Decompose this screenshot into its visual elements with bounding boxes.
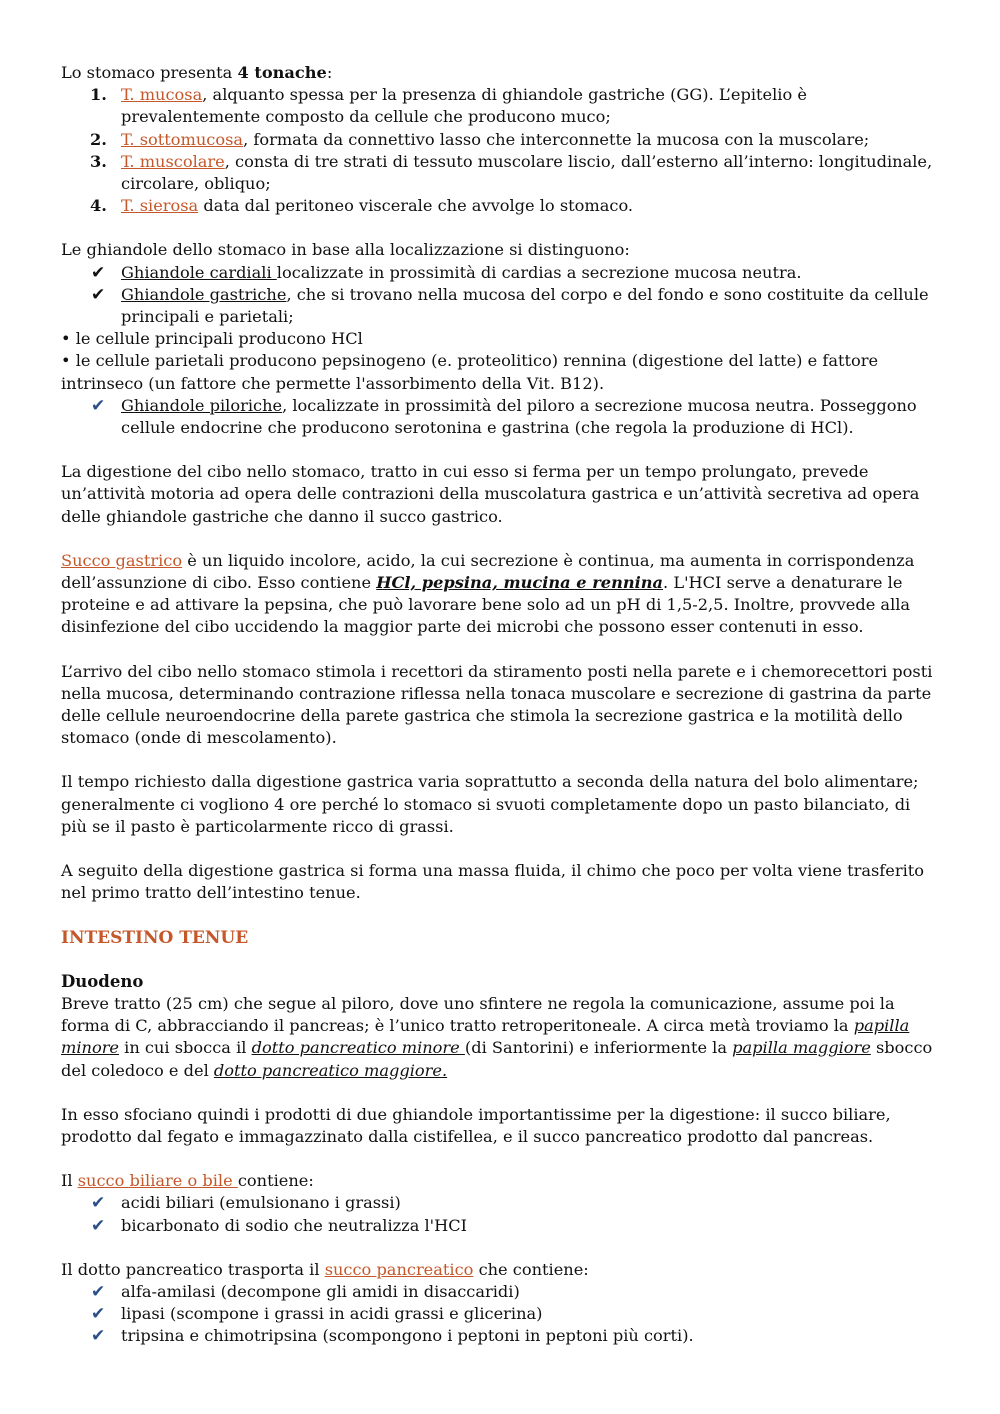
check-icon: ✔ [91, 1193, 106, 1214]
succo-gastrico-components: HCl, pepsina, mucina e rennina [376, 573, 664, 593]
ghiandole-text: , localizzate in prossimità del piloro a secrezione mucosa neutra. Posseggono cellule endocrine che producono serotonina e gastrina (che regola la produzione di HCl). [121, 395, 917, 438]
list-item-text: acidi biliari (emulsionano i grassi) [121, 1193, 401, 1213]
pancreatico-intro [61, 1259, 941, 1281]
bile-pre: Il [61, 1171, 78, 1191]
tonaca-item [61, 195, 941, 217]
bile-post: contiene: [237, 1171, 314, 1191]
subsection-title: Duodeno [61, 971, 144, 991]
paragraph-digestione: La digestione del cibo nello stomaco, tratto in cui esso si ferma per un tempo prolungato, prevede un’attività motoria ad opera delle contrazioni della muscolatura gastrica e un’attività secretiva ad opera delle ghiandole gastriche che danno il succo gastrico. [61, 462, 920, 526]
tonaca-link[interactable]: T. sierosa [121, 196, 199, 216]
ghiandole-title: Ghiandole gastriche [121, 284, 287, 304]
list-item [61, 1281, 941, 1303]
bile-intro [61, 1170, 941, 1192]
check-icon: ✔ [91, 1281, 106, 1302]
tonaca-link[interactable]: T. mucosa [121, 85, 203, 105]
check-icon: ✔ [91, 395, 106, 416]
tonache-intro-colon: : [326, 63, 333, 82]
list-item-text: alfa-amilasi (decompone gli amidi in disaccaridi) [121, 1281, 520, 1301]
list-item-text: tripsina e chimotripsina (scompongono i peptoni in peptoni più corti). [121, 1326, 694, 1346]
ghiandole-list-2 [61, 395, 941, 439]
list-item-text: lipasi (scompone i grassi in acidi grassi e glicerina) [121, 1304, 543, 1324]
list-item [61, 1303, 941, 1325]
list-number: 2. [90, 129, 107, 149]
list-item [61, 1192, 941, 1214]
bullet-cellule-principali: • le cellule principali producono HCl [61, 329, 363, 349]
tonache-intro-bold: 4 tonache [237, 63, 327, 82]
tonaca-text: , consta di tre strati di tessuto muscolare liscio, dall’esterno all’interno: longitudinale, circolare, obliquo; [121, 151, 933, 194]
succo-gastrico-text: è un liquido incolore, acido, la cui secrezione è continua, ma aumenta in corrispondenza dell’assunzione di cibo. Esso contiene [61, 550, 915, 593]
tonaca-text: , formata da connettivo lasso che interconnette la mucosa con la muscolare; [243, 129, 870, 149]
duodeno-text: in cui sbocca il [119, 1038, 252, 1058]
list-item [61, 1325, 941, 1347]
pancreatico-pre: Il dotto pancreatico trasporta il [61, 1259, 325, 1279]
ghiandole-text: , che si trovano nella mucosa del corpo e del fondo e sono costituite da cellule principali e parietali; [121, 284, 929, 327]
paragraph-sfociano: In esso sfociano quindi i prodotti di due ghiandole importantissime per la digestione: il succo biliare, prodotto dal fegato e immagazzinato dalla cistifellea, e il succo pancreatico prodotto dal pancreas. [61, 1104, 891, 1146]
tonaca-link[interactable]: T. sottomucosa [121, 129, 244, 149]
check-icon: ✔ [91, 1326, 106, 1347]
duodeno-text: Breve tratto (25 cm) che segue al piloro, dove uno sfintere ne regola la comunicazione, assume poi la forma di C, abbracciando il pancreas; è l’unico tratto retroperitoneale. A circa metà troviamo la [61, 993, 895, 1036]
pancreatico-link[interactable]: succo pancreatico [324, 1259, 474, 1279]
tonaca-item [61, 151, 941, 195]
bile-link[interactable]: succo biliare o bile [77, 1171, 238, 1191]
list-number: 4. [90, 196, 107, 216]
succo-gastrico-text-2: . L'HCI serve a denaturare le proteine e ad attivare la pepsina, che può lavorare bene solo ad un pH di 1,5-2,5. Inoltre, provvede alla disinfezione del cibo uccidendo la maggior parte dei microbi che possono esser contenuti in esso. [61, 573, 911, 637]
tonache-intro-text: Lo stomaco presenta [61, 63, 238, 82]
document-page [61, 62, 941, 1348]
tonache-intro [61, 62, 941, 84]
tonaca-text: , alquanto spessa per la presenza di ghiandole gastriche (GG). L’epitelio è prevalentemente composto da cellule che producono muco; [121, 85, 807, 127]
papilla-minore: papilla minore [61, 1016, 910, 1058]
list-item [61, 1215, 941, 1237]
paragraph-arrivo: L’arrivo del cibo nello stomaco stimola i recettori da stiramento posti nella parete e i chemorecettori posti nella mucosa, determinando contrazione riflessa nella tonaca muscolare e secrezione di gastrina da parte delle cellule neuroendocrine della parete gastrica che stimola la secrezione gastrica e la motilità dello stomaco (onde di mescolamento). [61, 661, 933, 748]
ghiandole-intro: Le ghiandole dello stomaco in base alla localizzazione si distinguono: [61, 240, 630, 260]
bullet-cellule-parietali: • le cellule parietali producono pepsinogeno (e. proteolitico) rennina (digestione del latte) e fattore intrinseco (un fattore che permette l'assorbimento della Vit. B12). [61, 351, 879, 393]
duodeno-text: sbocco del coledoco e del [61, 1038, 933, 1080]
duodeno-text: (di Santorini) e inferiormente la [464, 1038, 733, 1058]
tonaca-text: data dal peritoneo viscerale che avvolge lo stomaco. [198, 196, 634, 216]
ghiandole-list [61, 262, 941, 329]
bile-list [61, 1192, 941, 1236]
ghiandole-text: localizzate in prossimità di cardias a secrezione mucosa neutra. [276, 262, 802, 282]
pancreatico-list [61, 1281, 941, 1348]
ghiandole-cardiali-item [61, 262, 941, 284]
list-number: 1. [90, 85, 107, 105]
ghiandole-title: Ghiandole cardiali [121, 262, 277, 282]
dotto-pancreatico-maggiore: dotto pancreatico maggiore. [213, 1060, 448, 1080]
paragraph-tempo: Il tempo richiesto dalla digestione gastrica varia soprattutto a seconda della natura del bolo alimentare; generalmente ci vogliono 4 ore perché lo stomaco si svuoti completamente dopo un pasto bilanciato, di più se il pasto è particolarmente ricco di grassi. [61, 772, 919, 836]
tonaca-link[interactable]: T. muscolare [121, 151, 225, 171]
section-title: INTESTINO TENUE [61, 927, 249, 948]
check-icon: ✔ [91, 284, 106, 305]
check-icon: ✔ [91, 1304, 106, 1325]
dotto-pancreatico-minore: dotto pancreatico minore [251, 1038, 465, 1058]
ghiandole-gastriche-item [61, 284, 941, 328]
check-icon: ✔ [91, 1215, 106, 1236]
ghiandole-piloriche-item [61, 395, 941, 439]
succo-gastrico-link[interactable]: Succo gastrico [61, 550, 183, 570]
tonache-list [61, 84, 941, 217]
list-number: 3. [90, 151, 107, 171]
papilla-maggiore: papilla maggiore [732, 1038, 871, 1058]
tonaca-item [61, 129, 941, 151]
ghiandole-title: Ghiandole piloriche [121, 395, 283, 415]
paragraph-succo-gastrico [61, 550, 941, 639]
paragraph-chimo: A seguito della digestione gastrica si forma una massa fluida, il chimo che poco per volta viene trasferito nel primo tratto dell’intestino tenue. [61, 861, 925, 903]
check-icon: ✔ [91, 262, 106, 283]
tonaca-item [61, 84, 941, 128]
paragraph-duodeno [61, 993, 941, 1082]
list-item-text: bicarbonato di sodio che neutralizza l'HCI [121, 1215, 468, 1235]
pancreatico-post: che contiene: [473, 1259, 589, 1279]
